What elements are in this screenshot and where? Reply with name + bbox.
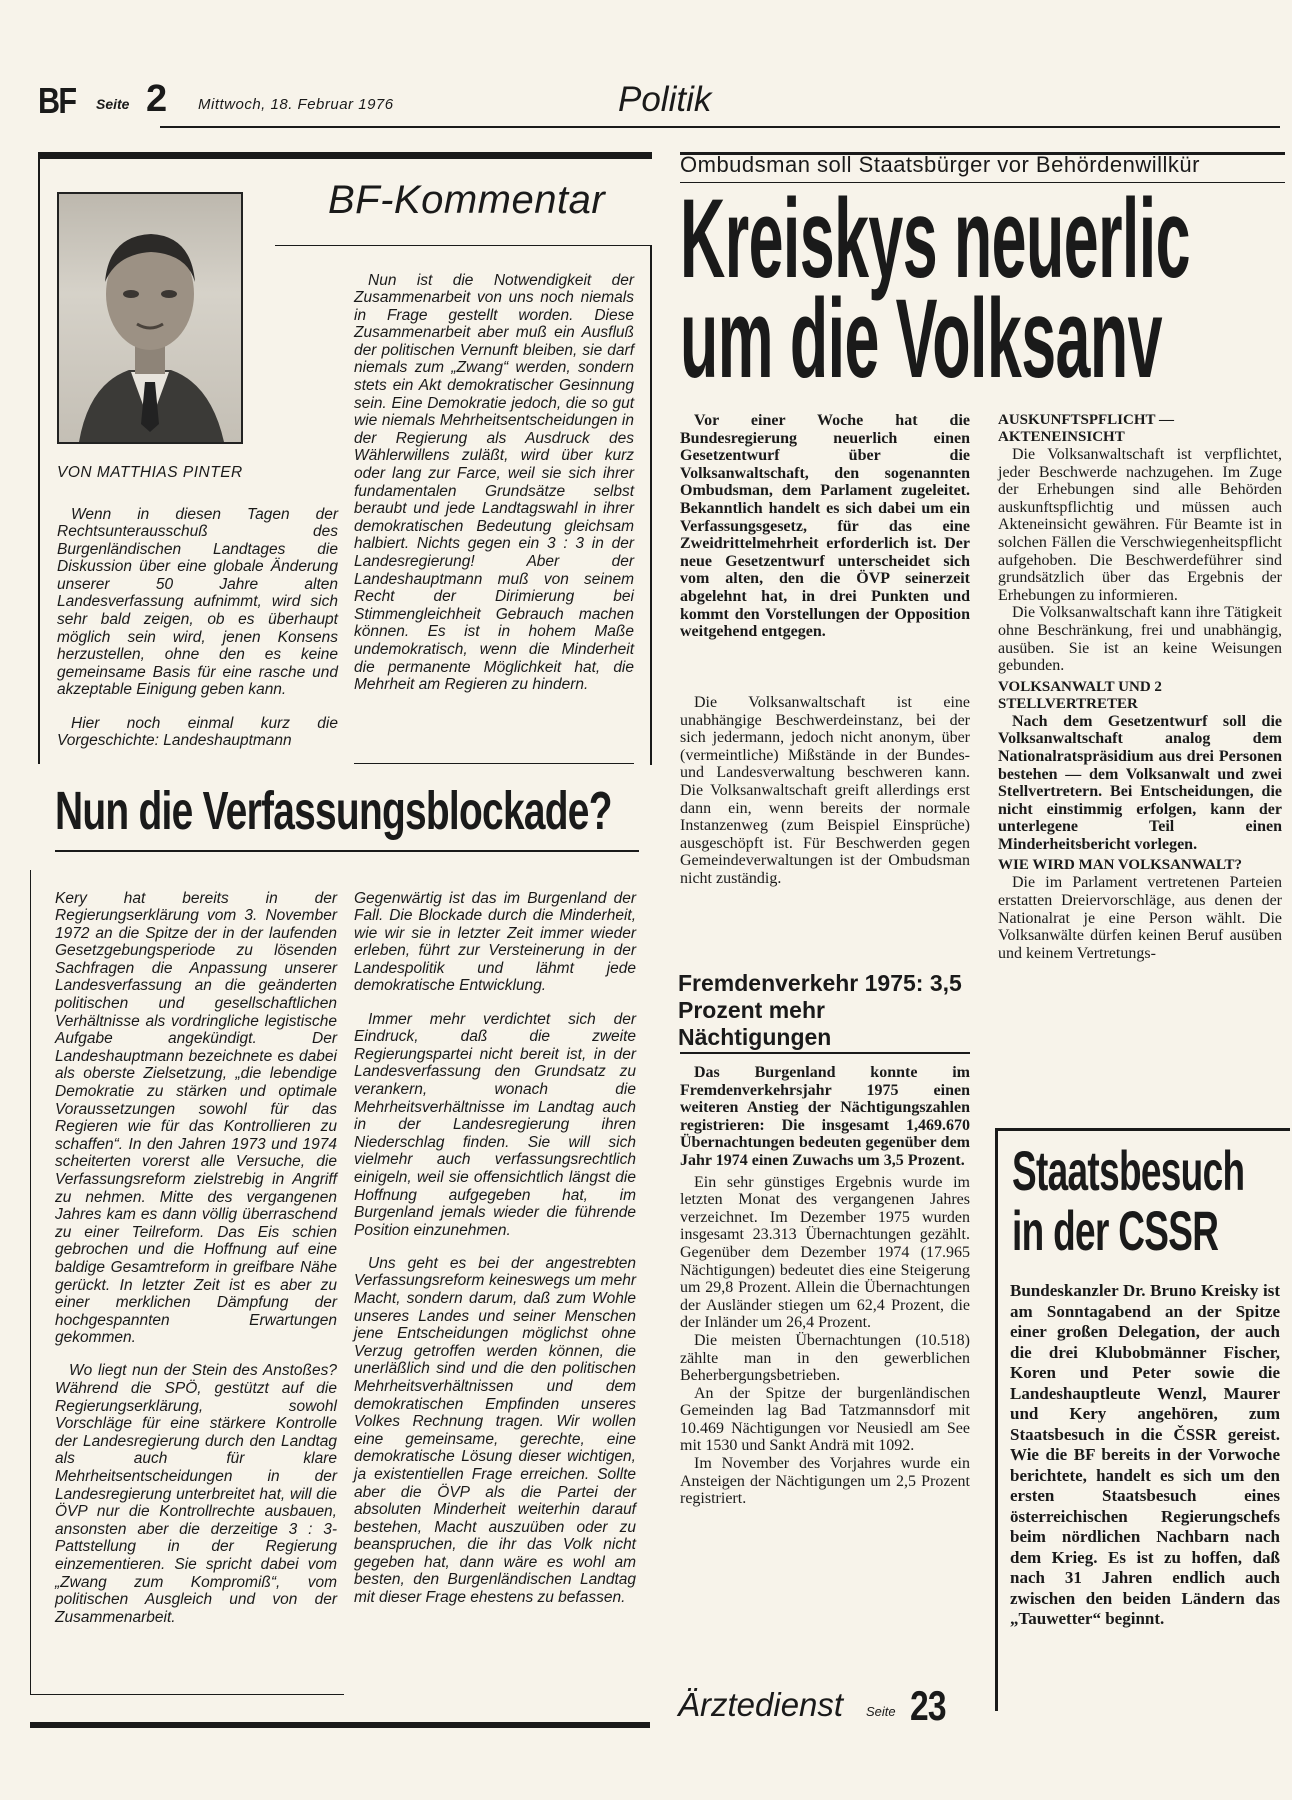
commentary-column-1 [57,490,338,765]
commentary-title: BF-Kommentar [328,178,606,222]
commentary-paragraph: Hier noch einmal kurz die Vorgeschichte: Landeshauptmann [57,714,338,750]
commentary-paragraph: Wenn in diesen Tagen der Rechtsunterausschuß des Burgenländischen Landtages die Diskussion über eine globale Änderung unserer 50 Jahre alten Landesverfassung aufnimmt, wird sich sehr bald zeigen, ob es überhaupt möglich sein wird, jenen Konsens herzustellen, ohne den es keine gemeinsame Basis für eine rasche und akzeptable Einigung geben kann. [57,505,338,699]
tourism-paragraph: Ein sehr günstiges Ergebnis wurde im letzten Monat des vergangenen Jahres verzeichnet. Im Dezember 1975 wurden insgesamt 23.313 Übernachtungen gezählt. Gegenüber dem Dezember 1974 (17.965 Nächtigungen) bedeutet dies eine Steigerung um 29,8 Prozent. Allein die Übernachtungen der Ausländer stiegen um 62,4 Prozent, die der Inländer um 26,4 Prozent. [680,1173,970,1332]
blockade-rule [55,850,639,852]
subheading-wie-wird-man: WIE WIRD MAN VOLKSANWALT? [998,857,1243,874]
blockade-paragraph: Immer mehr verdichtet sich der Eindruck, daß die zweite Regierungspartei nicht bereit ist, in der Landesverfassung den Grundsatz zu verankern, wonach die Mehrheitsverhältnisse im Landtag auch in der Landesregierung ihren Niederschlag finden. Sie will sich vielmehr auch verfassungsrechtlich einigeln, weil sie offensichtlich längst die Hoffnung aufgegeben hat, im Burgenland jemals wieder die führende Position einzunehmen. [354,1010,636,1239]
page-number: 2 [146,78,168,120]
blockade-paragraph: Wo liegt nun der Stein des Anstoßes? Während die SPÖ, gestützt auf die Regierungserklärung, sowohl Vorschläge für eine stärkere Kontrolle der Landesregierung durch den Landtag als auch für klare Mehrheitsentscheidungen in der Landesregierung unterbreitet hat, will die ÖVP nur die Kontrollrechte ausbauen, ansonsten aber die derzeitige 3 : 3-Pattstellung in der Regierung einzementieren. Sie spricht dabei vom „Zwang zum Kompromiß“, vom politischen Ausgleich und von der Zusammenarbeit. [55,1362,337,1626]
ombudsman-paragraph: Die im Parlament vertretenen Parteien erstatten Dreiervorschläge, aus denen der Nationalrat je eine Person wählt. Die Volksanwälte dürfen keinen Beruf ausüben und keinem Vertretungs- [998,874,1282,962]
header-rule [160,126,1280,128]
commentary-title-rule [275,245,652,246]
byline: VON MATTHIAS PINTER [57,464,243,481]
commentary-top-bar [38,152,652,159]
headline-line-1: Kreiskys neuerlic [680,188,1190,301]
logo: BF [38,80,76,121]
blockade-left-border [30,870,31,1694]
author-photo [57,192,243,444]
page-label: Seite [96,96,130,112]
tourism-lead: Das Burgenland konnte im Fremdenverkehrsjahr 1975 einen weiteren Anstieg der Nächtigungszahlen registrieren: Die insgesamt 1,469.670 Übernachtungen bedeuten gegenüber dem Jahr 1974 einen Zuwachs um 3,5 Prozent. [680,1064,970,1169]
teaser-link[interactable] [678,1682,978,1730]
blockade-paragraph: Kery hat bereits in der Regierungserklärung vom 3. November 1972 an die Spitze der in der laufenden Gesetzgebungsperiode zu lösenden Sachfragen die Anpassung unserer Landesverfassung an die geänderten politischen und gesellschaftlichen Verhältnisse als vordringliche legistische Aufgabe angekündigt. Der Landeshauptmann bezeichnete es dabei als oberste Zielsetzung, „die lebendige Demokratie zu stärken und optimale Voraussetzungen sowohl für das Regieren wie für das Kontrollieren zu schaffen“. In den Jahren 1973 und 1974 scheiterten vorerst alle Versuche, die Verfassungsreform zielstrebig in Angriff zu nehmen. Mitte des vergangenen Jahres kam es dann völlig überraschend zu einer Teilreform. Das Eis schien gebrochen und die Hoffnung auf eine baldige Gesamtreform in greifbare Nähe gerückt. In letzter Zeit ist es aber zu einer merklichen Dämpfung der hochgespannten Erwartungen gekommen. [55,889,337,1347]
state-visit-headline: Staatsbesuch in der CSSR [1012,1139,1245,1262]
tourism-paragraph: Die meisten Übernachtungen (10.518) zählte man in den gewerblichen Beherbergungsbetrieben. [680,1331,970,1385]
blockade-paragraph: Uns geht es bei der angestrebten Verfassungsreform keineswegs um mehr Macht, sondern darum, daß zum Wohle unseres Landes und seiner Menschen jene Entscheidungen möglichst ohne Verzug getroffen werden können, die unerläßlich sind und die den politischen Mehrheitsverhältnissen und dem demokratischen Empfinden unseres Volkes Rechnung tragen. Wir wollen eine gemeinsame, gerechte, eine demokratische Lösung dieser wichtigen, ja existentiellen Frage erreichen. Sollte aber die ÖVP als die Partei der absoluten Minderheit weiterhin darauf bestehen, Macht auszuüben oder zu beanspruchen, die ihr das Volk nicht gegeben hat, dann wäre es wohl am besten, den Burgenländischen Landtag mit dieser Frage ehestens zu befassen. [354,1254,636,1607]
ombudsman-column-2 [998,412,1282,962]
tourism-rule [680,1052,970,1054]
ombudsman-lead: Vor einer Woche hat die Bundesregierung neuerlich einen Gesetzentwurf über die Volksanwaltschaft, den sogenannten Ombudsman, dem Parlament zugeleitet. Bekanntlich handelt es sich dabei um ein Verfassungsgesetz, für das eine Zweidrittelmehrheit erforderlich ist. Der neue Gesetzentwurf unterscheidet sich vom alten, den die ÖVP seinerzeit abgelehnt hat, in drei Punkten und kommt den Vorstellungen der Opposition weitgehend entgegen. [680,412,970,641]
blockade-headline: Nun die Verfassungsblockade? [55,781,612,841]
tourism-paragraph: Im November des Vorjahres wurde ein Ansteigen der Nächtigungen um 2,5 Prozent registriert. [680,1455,970,1508]
state-visit-text: Bundeskanzler Dr. Bruno Kreisky ist am Sonntagabend an der Spitze einer großen Delegation, der auch die drei Klubobmänner Fischer, Koren und Peter sowie die Landeshauptleute Wenzl, Maurer und Kery angehören, zum Staatsbesuch in die ČSSR gereist. Wie die BF bereits in der Vorwoche berichtete, handelt es sich um den ersten Staatsbesuch eines österreichischen Regierungschefs beim nördlichen Nachbarn nach dem Krieg. Es ist zu hoffen, daß nach 31 Jahren endlich auch zwischen den beiden Ländern das „Tauwetter“ beginnt. [1010,1281,1280,1628]
ombudsman-paragraph: Die Volksanwaltschaft ist verpflichtet, jeder Beschwerde nachzugehen. Im Zuge der Erhebungen sind alle Behörden auskunftspflichtig und müssen auch Akteneinsicht gewähren. Für Beamte ist in solchen Fällen die Verschwiegenheitspflicht aufgehoben. Die Beschwerdeführer sind grundsätzlich über das Ergebnis der Erhebungen zu informieren. [998,446,1282,604]
commentary-paragraph: Nun ist die Notwendigkeit der Zusammenarbeit von uns noch niemals in Frage gestellt worden. Diese Zusammenarbeit aber muß ein Ausfluß der politischen Vernunft bleiben, sie darf niemals zum „Zwang“ werden, sondern stets ein Akt demokratischer Gesinnung sein. Eine Demokratie jedoch, die so gut wie niemals Mehrheitsentscheidungen in der Regierung als Ausdruck des Wählerwillens zuläßt, wird über kurz oder lang zur Farce, weil sie sich ihrer fundamentalen Grundsätze selbst beraubt und jede Landtagswahl in ihrer demokratischen Bedeutung gleichsam halbiert. Nichts gegen ein 3 : 3 in der Landesregierung! Aber der Landeshauptmann muß von seinem Recht der Dirimierung bei Stimmengleichheit Gebrauch machen können. Es ist in hohem Maße undemokratisch, wenn die Minderheit die permanente Möglichkeit hat, die Mehrheit am Regieren zu hindern. [354,271,634,694]
ombudsman-paragraph: Nach dem Gesetzentwurf soll die Volksanwaltschaft analog dem Nationalratspräsidium aus drei Personen bestehen — dem Volksanwalt und zwei Stellvertretern. Bei Entscheidungen, die nicht einstimmig erfolgen, kann der unterlegene Teil einen Minderheitsbericht vorlegen. [998,712,1282,853]
left-page-bottom-bar [30,1722,650,1728]
teaser-seite: Seite [866,1704,896,1719]
ombudsman-body: Die Volksanwaltschaft ist eine unabhängige Beschwerdeinstanz, bei der sich jedermann, jedoch nicht anonym, über (vermeintliche) Mißstände in der Bundes- und Landesverwaltung beschweren kann. Die Volksanwaltschaft greift allerdings erst dann ein, wenn bereits der normale Instanzenweg (zum Beispiel Einsprüche) ausgeschöpft ist. Für Beschwerden gegen Gemeindeverwaltungen ist der Ombudsman nicht zuständig. [680,694,970,887]
blockade-column-2 [354,874,636,1622]
ombudsman-paragraph: Die Volksanwaltschaft kann ihre Tätigkeit ohne Beschränkung, frei und unabhängig, ausüben. Sie ist an keine Weisungen gebunden. [998,604,1282,675]
commentary-column-2 [354,256,634,709]
commentary-bottom-rule [354,763,634,764]
blockade-column-1 [55,874,337,1642]
kicker-rule [680,182,1285,183]
subheading-auskunft: AUSKUNFTSPFLICHT — AKTENEINSICHT [998,412,1175,445]
masthead [38,80,1278,126]
ombudsman-kicker: Ombudsman soll Staatsbürger vor Behördenwillkür [680,152,1200,177]
section-title: Politik [618,80,712,119]
tourism-paragraph: An der Spitze der burgenländischen Gemeinden lag Bad Tatzmannsdorf mit 10.469 Nächtigungen vor Neusiedl am See mit 1530 und Sankt Andrä mit 1092. [680,1384,970,1455]
state-visit-box [995,1128,1290,1711]
tourism-headline: Fremdenverkehr 1975: 3,5 Prozent mehr Nächtigungen [678,970,962,1050]
ombudsman-headline [680,188,1285,398]
tourism-article [680,1064,970,1508]
teaser-label: Ärztedienst [678,1686,844,1723]
blockade-bottom-rule [30,1694,344,1695]
teaser-page: 23 [910,1682,946,1729]
blockade-paragraph: Gegenwärtig ist das im Burgenland der Fall. Die Blockade durch die Minderheit, wie wir sie in letzter Zeit immer wieder erleben, führt zur Versteinerung in der Landespolitik und lähmt jede demokratische Entwicklung. [354,889,636,995]
headline-line-2: um die Volksanv [680,276,1162,398]
subheading-volksanwalt: VOLKSANWALT UND 2 STELLVERTRETER [998,678,1162,712]
commentary-right-border [650,245,652,765]
issue-date: Mittwoch, 18. Februar 1976 [198,96,394,113]
portrait-image [59,194,241,442]
commentary-left-border [38,159,40,764]
